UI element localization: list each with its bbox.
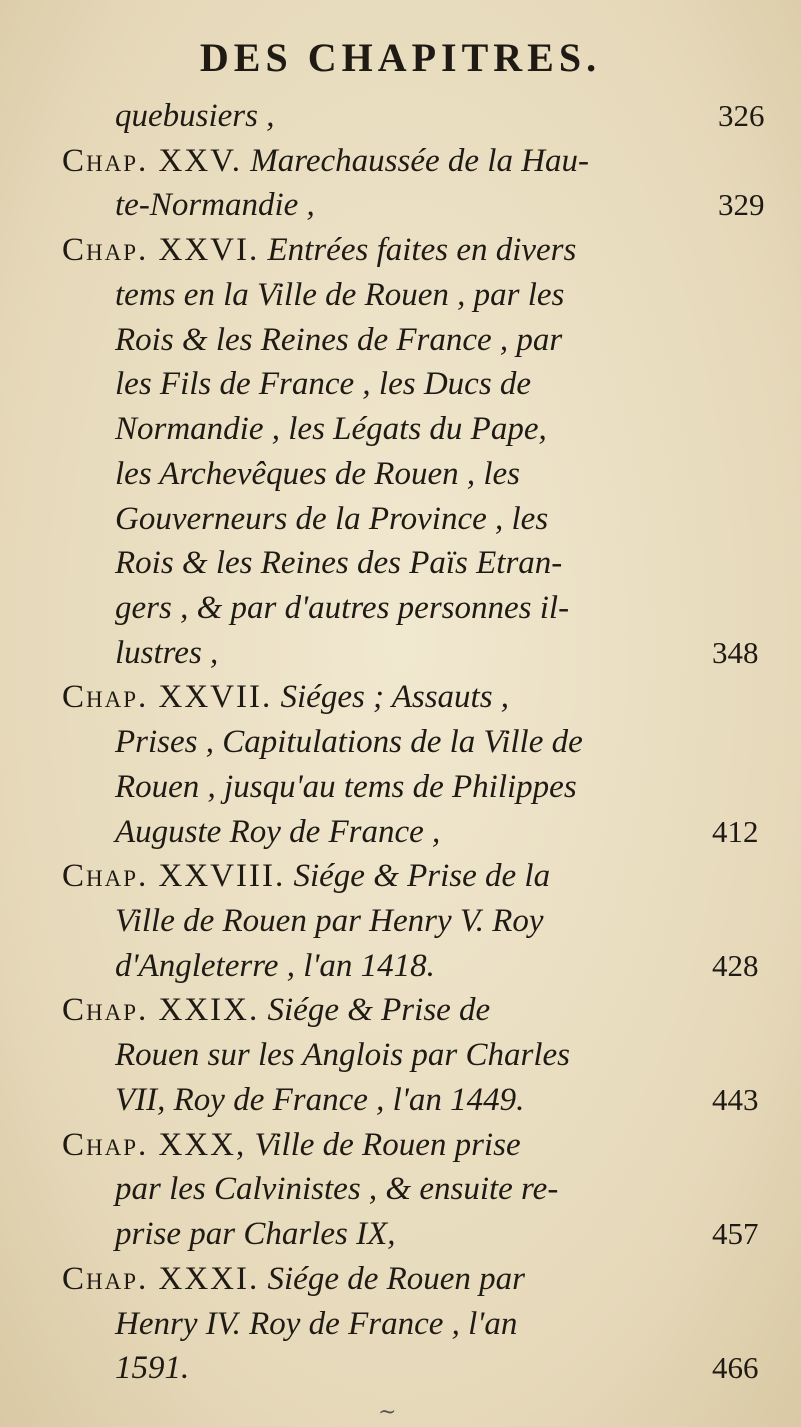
catchword: ~	[378, 1400, 397, 1425]
entry-2-line-5: les Archevêques de Rouen , les	[115, 456, 521, 492]
entry-5-line-1: Rouen sur les Anglois par Charles	[115, 1037, 570, 1073]
entry-2-chap: Chap. XXVI.	[62, 232, 260, 268]
entry-3-line-3: Auguste Roy de France ,	[115, 814, 441, 850]
entry-6-line-1: par les Calvinistes , & ensuite re-	[115, 1171, 559, 1207]
entry-5-page: 443	[712, 1082, 759, 1117]
entry-4-line-0: Siége & Prise de la	[293, 858, 551, 894]
entry-2-line-1: tems en la Ville de Rouen , par les	[115, 277, 565, 313]
entry-5-chap: Chap. XXIX.	[62, 992, 260, 1028]
entry-7-first-line	[62, 1261, 525, 1298]
entry-7-line-0: Siége de Rouen par	[267, 1261, 526, 1297]
entry-2-line-7: Rois & les Reines des Païs Etran-	[115, 545, 563, 581]
entry-2-line-4: Normandie , les Légats du Pape,	[115, 411, 547, 447]
entry-1-line-1: te-Normandie ,	[115, 187, 315, 223]
entry-1-chap: Chap. XXV.	[62, 143, 243, 179]
entry-7-line-1: Henry IV. Roy de France , l'an	[115, 1306, 518, 1342]
entry-3-line-2: Rouen , jusqu'au tems de Philippes	[115, 769, 577, 805]
entry-7-line-2: 1591.	[115, 1350, 190, 1386]
running-head: DES CHAPITRES.	[199, 35, 602, 80]
entry-2-line-6: Gouverneurs de la Province , les	[115, 501, 549, 537]
entry-5-first-line	[62, 992, 490, 1029]
entry-3-first-line	[62, 679, 509, 716]
entry-1-page: 329	[718, 187, 765, 222]
entry-5-line-2: VII, Roy de France , l'an 1449.	[115, 1082, 525, 1118]
entry-7-chap: Chap. XXXI.	[62, 1261, 260, 1297]
entry-4-line-2: d'Angleterre , l'an 1418.	[115, 948, 435, 984]
entry-2-line-2: Rois & les Reines de France , par	[115, 322, 563, 358]
entry-0-line-0: quebusiers ,	[115, 98, 275, 134]
entry-4-first-line	[62, 858, 550, 895]
entry-6-page: 457	[712, 1216, 759, 1251]
entry-2-line-3: les Fils de France , les Ducs de	[115, 366, 532, 402]
entry-1-first-line	[62, 143, 589, 180]
entry-2-line-8: gers , & par d'autres personnes il-	[115, 590, 570, 626]
entry-4-page: 428	[712, 948, 759, 983]
entry-0-page: 326	[718, 98, 765, 133]
entry-4-chap: Chap. XXVIII.	[62, 858, 286, 894]
entry-2-first-line	[62, 232, 576, 269]
entry-1-line-0: Marechaussée de la Hau-	[250, 143, 590, 179]
entry-6-chap: Chap. XXX,	[62, 1127, 247, 1163]
entry-2-line-9: lustres ,	[115, 635, 219, 671]
entry-6-line-0: Ville de Rouen prise	[254, 1127, 521, 1163]
entry-4-line-1: Ville de Rouen par Henry V. Roy	[115, 903, 544, 939]
entry-3-line-0: Siéges ; Assauts ,	[280, 679, 510, 715]
entry-7-page: 466	[712, 1350, 759, 1385]
entry-2-line-0: Entrées faites en divers	[267, 232, 577, 268]
entry-2-page: 348	[712, 635, 759, 670]
entry-6-line-2: prise par Charles IX,	[115, 1216, 396, 1252]
entry-3-page: 412	[712, 814, 759, 849]
entry-6-first-line	[62, 1127, 521, 1164]
entry-3-line-1: Prises , Capitulations de la Ville de	[115, 724, 583, 760]
entry-3-chap: Chap. XXVII.	[62, 679, 273, 715]
entry-5-line-0: Siége & Prise de	[267, 992, 491, 1028]
